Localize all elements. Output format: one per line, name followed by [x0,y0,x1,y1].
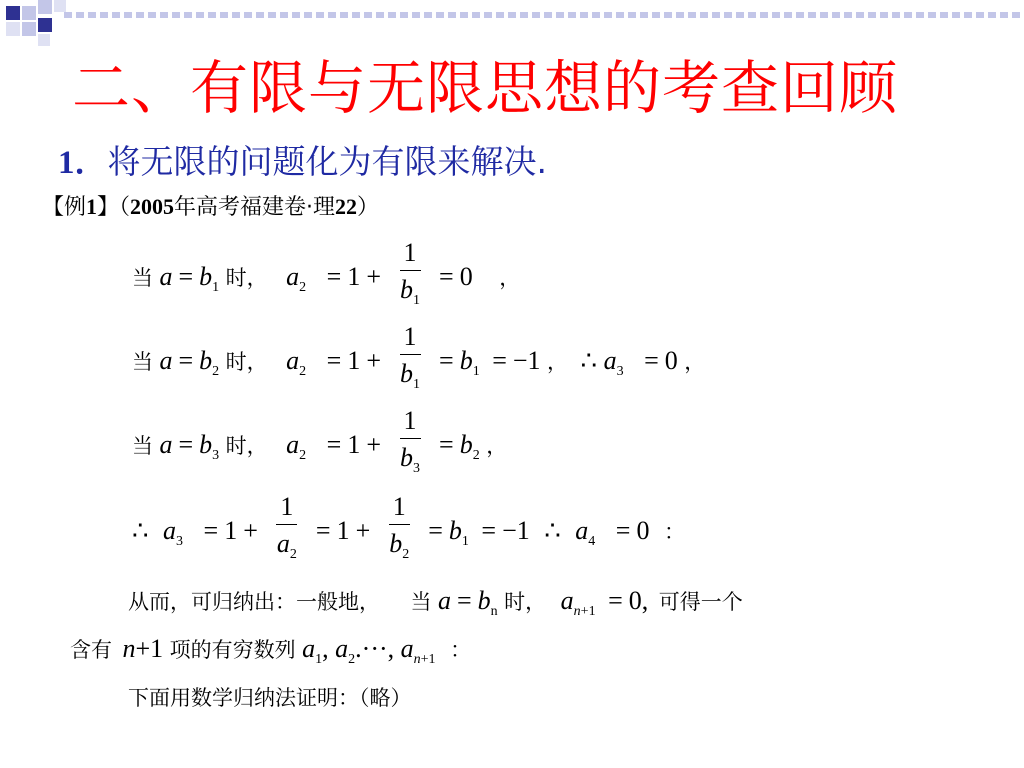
corner-decoration [0,0,80,50]
equation-row-4: ∴ a3 = 1 + $\frac{1}{a2}$ = 1 + $\frac{1}{b2}$ = b1 = −1 ∴ a4 = 0 ： [132,492,685,562]
top-rule [64,12,1024,18]
subtitle-number: 1． [58,145,108,181]
equation-row-2: 当 a = b2 时， a2 = 1 + $\frac{1}{b1}$ = b1 = −1 ， ∴ a3 = 0 ， [132,322,706,392]
equation-row-3: 当 a = b3 时， a2 = 1 + $\frac{1}{b3}$ = b2 ， [132,406,508,476]
subtitle-text: 将无限的问题化为有限来解决. [107,142,547,181]
conclusion-line-3: 下面用数学归纳法证明：（略） [128,686,412,710]
subtitle [58,140,547,185]
conclusion-line-2: 含有 n+1 项的有穷数列 a1, a2.···, an+1 ： [70,634,472,667]
slide-title: 二、有限与无限思想的考查回顾 [72,54,899,122]
equation-row-1: 当 a = b1 时， a2 = 1 + $\frac{1}{b1}$ = 0 ， [132,238,521,308]
conclusion-line-1: 从而，可归纳出：一般地， 当 a = bn 时， an+1 = 0, 可得一个 [128,586,743,619]
example-header: 【例1】（2005年高考福建卷·理22） [42,194,380,220]
